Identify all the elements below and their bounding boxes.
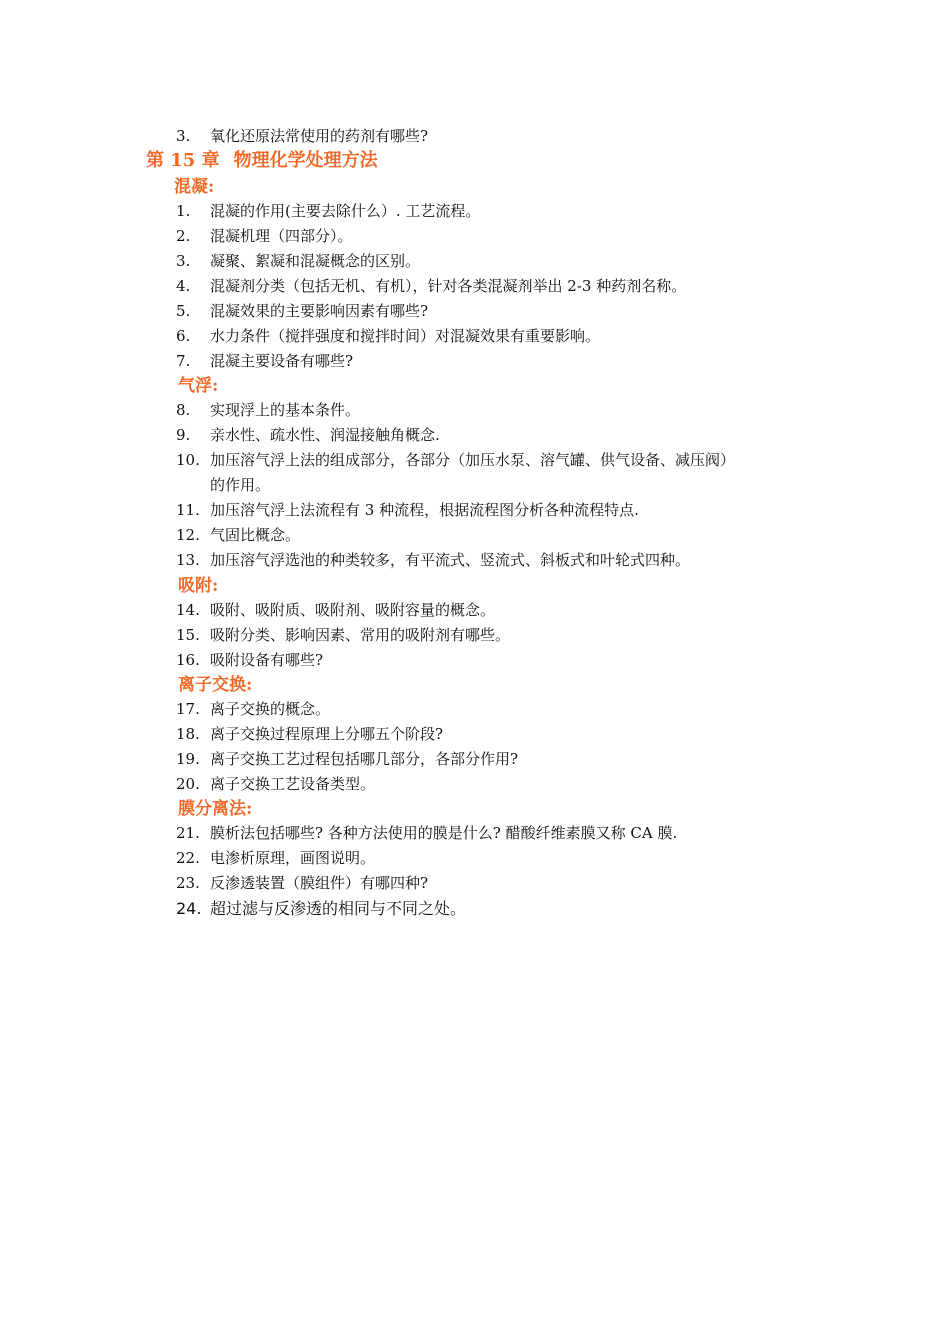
item-text: 混凝效果的主要影响因素有哪些? (210, 302, 429, 320)
item-text: 吸附分类、影响因素、常用的吸附剂有哪些。 (210, 626, 511, 644)
item-number: 21. (176, 824, 200, 842)
item-number: 5. (176, 302, 191, 320)
item-number: 2. (176, 227, 191, 245)
item-text: 吸附设备有哪些? (210, 651, 324, 669)
item-number: 13. (176, 551, 200, 569)
item-text: 混凝主要设备有哪些? (210, 352, 354, 370)
item-text: 超过滤与反渗透的相同与不同之处。 (210, 899, 467, 918)
item-number: 19. (176, 750, 200, 768)
item-text-continuation: 的作用。 (210, 476, 271, 494)
chapter-title: 物理化学处理方法 (233, 150, 378, 171)
item-number: 6. (176, 327, 191, 345)
item-number: 8. (176, 401, 191, 419)
item-text: 电渗析原理，画图说明。 (210, 849, 376, 867)
item-text: 水力条件（搅拌强度和搅拌时间）对混凝效果有重要影响。 (210, 327, 601, 345)
item-number: 14. (176, 601, 200, 619)
item-number: 17. (176, 700, 200, 718)
item-text: 加压溶气浮选池的种类较多，有平流式、竖流式、斜板式和叶轮式四种。 (210, 551, 691, 569)
item-text: 加压溶气浮上法流程有 3 种流程，根据流程图分析各种流程特点. (210, 501, 639, 519)
section-heading-ion-exchange: 离子交换: (178, 675, 253, 695)
item-text: 离子交换工艺过程包括哪几部分，各部分作用? (210, 750, 519, 768)
item-number: 12. (176, 526, 200, 544)
item-text: 混凝剂分类（包括无机、有机），针对各类混凝剂举出 2-3 种药剂名称。 (210, 277, 687, 295)
item-text: 亲水性、疏水性、润湿接触角概念. (210, 426, 440, 444)
item-text: 离子交换的概念。 (210, 700, 331, 718)
item-number: 9. (176, 426, 191, 444)
item-number: 20. (176, 775, 200, 793)
item-number: 23. (176, 874, 200, 892)
item-text: 吸附、吸附质、吸附剂、吸附容量的概念。 (210, 601, 496, 619)
section-heading-membrane-separation: 膜分离法: (178, 799, 253, 819)
item-number: 7. (176, 352, 191, 370)
item-number: 18. (176, 725, 200, 743)
item-number: 4. (176, 277, 191, 295)
item-number: 1. (176, 202, 191, 220)
item-text: 凝聚、絮凝和混凝概念的区别。 (210, 252, 421, 270)
item-number: 24. (176, 899, 202, 918)
chapter-number: 第 15 章 (146, 150, 220, 171)
item-text: 离子交换工艺设备类型。 (210, 775, 376, 793)
section-heading-coagulation: 混凝: (174, 177, 215, 197)
section-heading-flotation: 气浮: (178, 376, 219, 396)
item-number: 3. (176, 252, 191, 270)
item-text: 气固比概念。 (210, 526, 301, 544)
item-text: 氧化还原法常使用的药剂有哪些? (210, 127, 429, 145)
item-text: 离子交换过程原理上分哪五个阶段? (210, 725, 444, 743)
item-number: 10. (176, 451, 200, 469)
item-text: 反渗透装置（膜组件）有哪四种? (210, 874, 429, 892)
item-text: 混凝的作用(主要去除什么）. 工艺流程。 (210, 202, 481, 220)
chapter-heading (146, 149, 378, 173)
item-text: 膜析法包括哪些? 各种方法使用的膜是什么? 醋酸纤维素膜又称 CA 膜. (210, 824, 678, 842)
item-number: 3. (176, 127, 191, 145)
item-number: 15. (176, 626, 200, 644)
section-heading-adsorption: 吸附: (178, 576, 219, 596)
item-number: 22. (176, 849, 200, 867)
item-number: 11. (176, 501, 200, 519)
item-text: 混凝机理（四部分）。 (210, 227, 353, 245)
item-text: 加压溶气浮上法的组成部分，各部分（加压水泵、溶气罐、供气设备、减压阀） (210, 451, 736, 469)
item-text: 实现浮上的基本条件。 (210, 401, 361, 419)
item-number: 16. (176, 651, 200, 669)
